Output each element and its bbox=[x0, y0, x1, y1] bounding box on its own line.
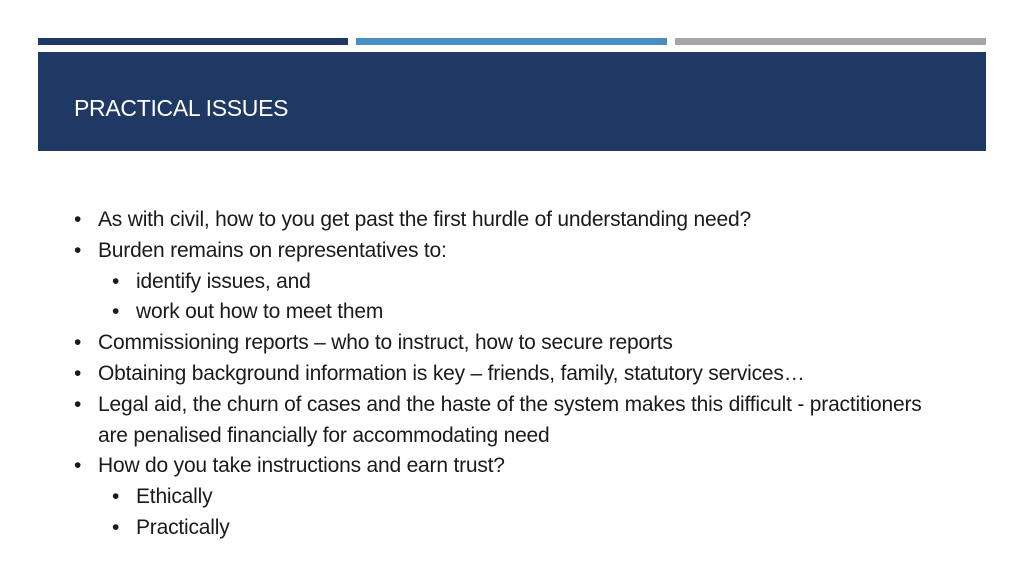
bullet-item bbox=[74, 205, 954, 236]
sub-bullet-item bbox=[74, 297, 954, 328]
sub-bullet-item bbox=[74, 267, 954, 298]
sub-bullet-item bbox=[74, 513, 954, 544]
bullet-text: As with civil, how to you get past the first hurdle of understanding need? bbox=[98, 208, 751, 231]
bullet-text: Burden remains on representatives to: bbox=[98, 238, 447, 262]
bullet-dot-icon: • bbox=[112, 485, 120, 509]
bullet-dot-icon: • bbox=[112, 515, 120, 539]
bullet-text: Practically bbox=[136, 515, 230, 539]
bullet-dot-icon: • bbox=[112, 300, 120, 324]
bullet-item bbox=[74, 390, 954, 452]
sub-bullet-item bbox=[74, 482, 954, 513]
bullet-text: Legal aid, the churn of cases and the haste of the system makes this difficult - practitioners are penalised financially for accommodating need bbox=[98, 392, 922, 447]
bullet-dot-icon: • bbox=[74, 208, 82, 231]
bullet-text: identify issues, and bbox=[136, 269, 311, 293]
bullet-item bbox=[74, 236, 954, 267]
bullet-list bbox=[74, 205, 954, 544]
bullet-item bbox=[74, 359, 954, 390]
bullet-dot-icon: • bbox=[74, 392, 82, 416]
bullet-dot-icon: • bbox=[112, 269, 120, 293]
bullet-dot-icon: • bbox=[74, 238, 82, 262]
bullet-dot-icon: • bbox=[74, 361, 82, 385]
bullet-text: work out how to meet them bbox=[136, 300, 384, 324]
bullet-item bbox=[74, 328, 954, 359]
bullet-text: How do you take instructions and earn trust? bbox=[98, 454, 505, 478]
title-band bbox=[38, 52, 986, 151]
accent-bar-gray bbox=[675, 38, 986, 45]
bullet-dot-icon: • bbox=[74, 331, 82, 355]
bullet-item bbox=[74, 451, 954, 482]
bullet-text: Commissioning reports – who to instruct, how to secure reports bbox=[98, 331, 673, 355]
slide-title: PRACTICAL ISSUES bbox=[74, 95, 289, 121]
accent-bar-light-blue bbox=[356, 38, 667, 45]
bullet-text: Obtaining background information is key – friends, family, statutory services… bbox=[98, 361, 805, 385]
bullet-text: Ethically bbox=[136, 485, 213, 509]
bullet-dot-icon: • bbox=[74, 454, 82, 478]
accent-bar-dark-blue bbox=[38, 38, 348, 45]
